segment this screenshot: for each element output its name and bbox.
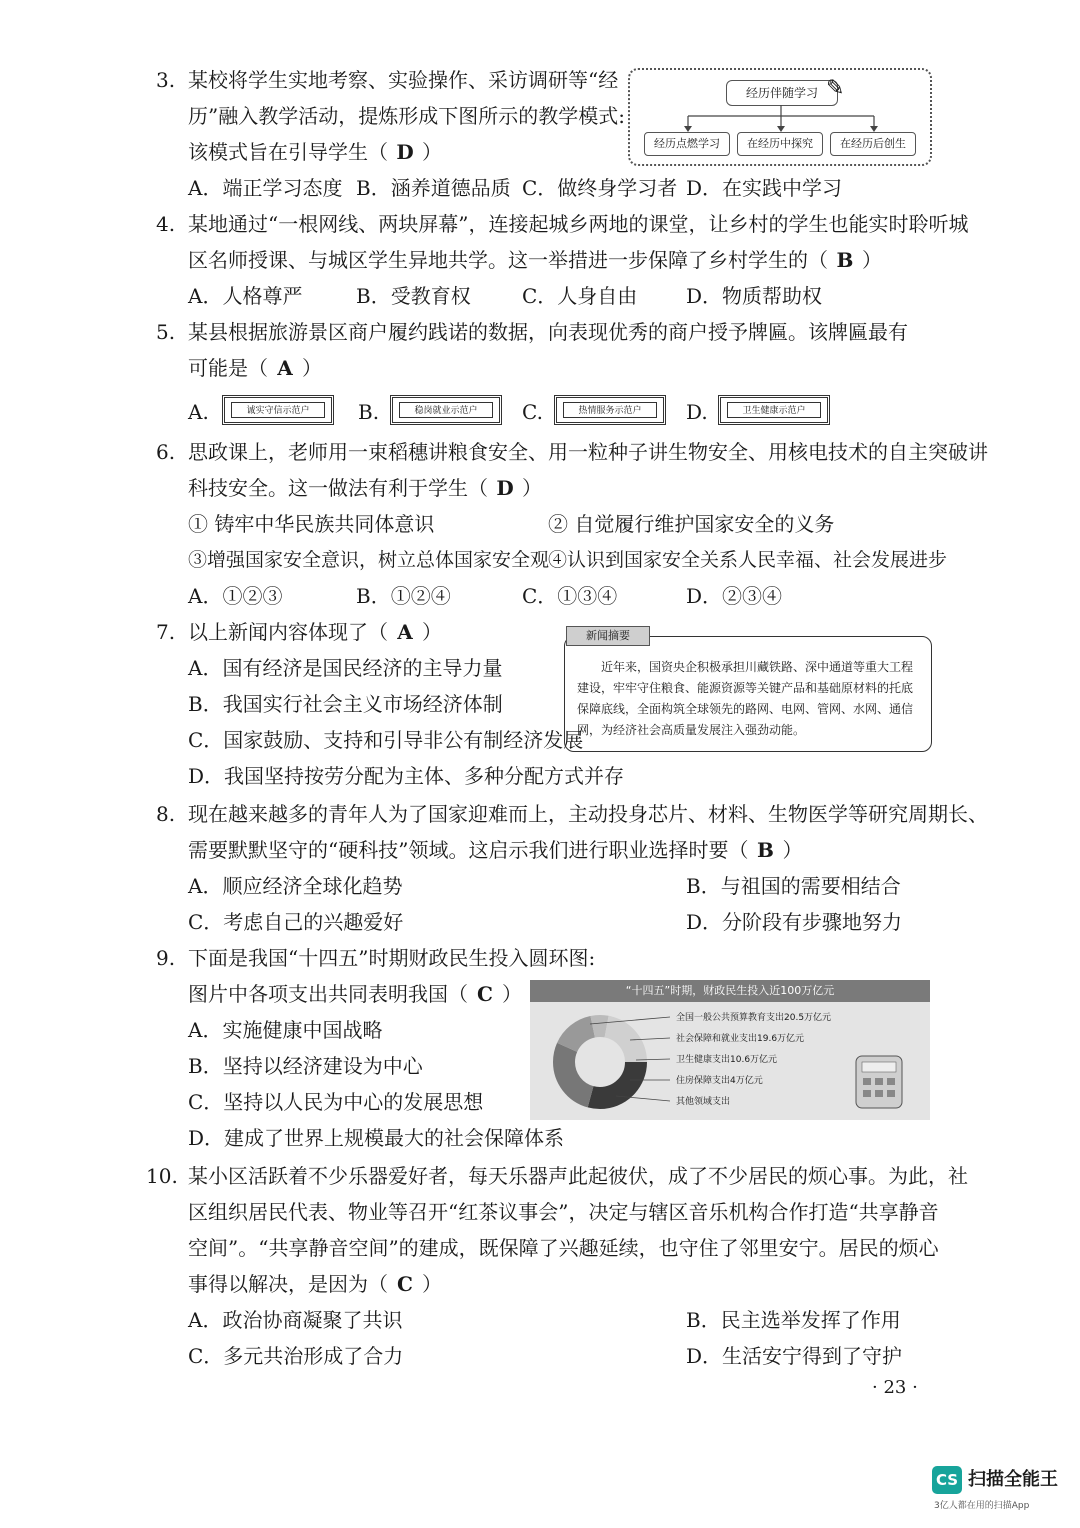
q5-number: 5. — [156, 320, 176, 344]
q4-stem-line1: 某地通过“一根网线、两块屏幕”，连接起城乡两地的课堂，让乡村的学生也能实时聆听城 — [188, 212, 969, 236]
q10-option-c: C．多元共治形成了合力 — [188, 1344, 404, 1368]
pencil-icon: ✎ — [826, 76, 845, 101]
q6-option-c: C．①③④ — [522, 584, 618, 608]
q5-plaque-c: 热情服务示范户 — [554, 395, 666, 425]
q5-stem-line2: 可能是（ A ） — [188, 356, 322, 380]
q6-option-a: A．①②③ — [188, 584, 283, 608]
q8-option-d: D．分阶段有步骤地努力 — [686, 910, 903, 934]
q3-stem-line2: 历”融入教学活动，提炼形成下图所示的教学模式: — [188, 104, 625, 128]
q8-stem-line2: 需要默默坚守的“硬科技”领域。这启示我们进行职业选择时要（ B ） — [188, 838, 803, 862]
q5-option-a-letter: A. — [188, 400, 209, 424]
q8-option-a: A．顺应经济全球化趋势 — [188, 874, 403, 898]
q7-option-a: A．国有经济是国民经济的主导力量 — [188, 656, 503, 680]
q7-answer: A — [397, 620, 413, 644]
q5-option-d-letter: D. — [686, 400, 708, 424]
camscanner-name: 扫描全能王 — [968, 1469, 1058, 1490]
q3-number: 3. — [156, 68, 176, 92]
q5-plaque-a: 诚实守信示范户 — [222, 395, 334, 425]
q10-stem-line1: 某小区活跃着不少乐器爱好者，每天乐器声此起彼伏，成了不少居民的烦心事。为此，社 — [188, 1164, 968, 1188]
q9-label-2: 社会保障和就业支出19.6万亿元 — [676, 1034, 805, 1044]
q3-diagram-sub-2: 在经历中探究 — [737, 132, 823, 156]
q9-option-c: C．坚持以人民为中心的发展思想 — [188, 1090, 484, 1114]
q4-option-b: B．受教育权 — [356, 284, 471, 308]
q5-option-c-letter: C. — [522, 400, 543, 424]
q10-option-a: A．政治协商凝聚了共识 — [188, 1308, 403, 1332]
q4-stem-line2: 区名师授课、与城区学生异地共学。这一举措进一步保障了乡村学生的（ B ） — [188, 248, 882, 272]
q5-answer: A — [277, 356, 293, 380]
q9-stem-line1: 下面是我国“十四五”时期财政民生投入圆环图: — [188, 946, 596, 970]
q9-figure-title: “十四五”时期，财政民生投入近100万亿元 — [530, 980, 930, 1002]
q4-option-c: C．人身自由 — [522, 284, 638, 308]
q3-diagram — [628, 68, 932, 166]
q4-answer: B — [836, 248, 854, 272]
q6-stem-line2: 科技安全。这一做法有利于学生（ D ） — [188, 476, 542, 500]
q7-stem-line1: 以上新闻内容体现了（ A ） — [188, 620, 442, 644]
q9-stem-line2: 图片中各项支出共同表明我国（ C ） — [188, 982, 522, 1006]
q3-stem-line1: 某校将学生实地考察、实验操作、采访调研等“经 — [188, 68, 619, 92]
q9-label-5: 其他领域支出 — [676, 1097, 731, 1107]
page-number: · 23 · — [872, 1377, 918, 1398]
q4-number: 4. — [156, 212, 176, 236]
q9-number: 9. — [156, 946, 176, 970]
q3-option-d: D．在实践中学习 — [686, 176, 843, 200]
q9-label-4: 住房保障支出4万亿元 — [676, 1076, 763, 1086]
q6-statement-1: ① 铸牢中华民族共同体意识 — [188, 512, 435, 536]
q5-option-b-letter: B. — [358, 400, 380, 424]
q9-answer: C — [477, 982, 493, 1006]
q10-stem-line2: 区组织居民代表、物业等召开“红茶议事会”，决定与辖区音乐机构合作打造“共享静音 — [188, 1200, 939, 1224]
q6-option-d: D．②③④ — [686, 584, 783, 608]
q9-donut-figure — [530, 980, 930, 1120]
q4-option-d: D．物质帮助权 — [686, 284, 823, 308]
camscanner-tagline: 3亿人都在用的扫描App — [934, 1501, 1030, 1511]
q7-number: 7. — [156, 620, 176, 644]
q5-plaque-d: 卫生健康示范户 — [718, 395, 830, 425]
q6-statement-2: ② 自觉履行维护国家安全的义务 — [548, 512, 835, 536]
q5-plaque-b: 稳岗就业示范户 — [390, 395, 502, 425]
q8-number: 8. — [156, 802, 176, 826]
q8-option-c: C．考虑自己的兴趣爱好 — [188, 910, 404, 934]
q6-number: 6. — [156, 440, 176, 464]
q10-option-d: D．生活安宁得到了守护 — [686, 1344, 903, 1368]
q9-label-1: 全国一般公共预算教育支出20.5万亿元 — [676, 1013, 832, 1023]
q7-news-tag: 新闻摘要 — [566, 626, 650, 646]
q3-diagram-top: 经历伴随学习 — [726, 80, 838, 106]
q3-option-a: A．端正学习态度 — [188, 176, 343, 200]
q9-label-3: 卫生健康支出10.6万亿元 — [676, 1055, 778, 1065]
q10-stem-line3: 空间”。“共享静音空间”的建成，既保障了兴趣延续，也守住了邻里安宁。居民的烦心 — [188, 1236, 939, 1260]
q7-option-b: B．我国实行社会主义市场经济体制 — [188, 692, 503, 716]
q3-option-c: C．做终身学习者 — [522, 176, 678, 200]
q4-option-a: A．人格尊严 — [188, 284, 303, 308]
q3-answer: D — [396, 140, 414, 164]
q6-statement-4: ④认识到国家安全关系人民幸福、社会发展进步 — [548, 549, 948, 571]
q3-option-b: B．涵养道德品质 — [356, 176, 511, 200]
q7-option-d: D．我国坚持按劳分配为主体、多种分配方式并存 — [188, 764, 625, 788]
q10-option-b: B．民主选举发挥了作用 — [686, 1308, 901, 1332]
q6-answer: D — [496, 476, 514, 500]
q8-stem-line1: 现在越来越多的青年人为了国家迎难而上，主动投身芯片、材料、生物医学等研究周期长、 — [188, 802, 988, 826]
q7-news-text: 近年来，国资央企积极承担川藏铁路、深中通道等重大工程建设，牢牢守住粮食、能源资源等关键产品和基础原材料的托底保障底线，全面构筑全球领先的路网、电网、管网、水网、通信网，为经济社会高质量发展注入强劲动能。 — [577, 660, 914, 737]
q5-stem-line1: 某县根据旅游景区商户履约践诺的数据，向表现优秀的商户授予牌匾。该牌匾最有 — [188, 320, 908, 344]
q9-option-b: B．坚持以经济建设为中心 — [188, 1054, 423, 1078]
q7-option-c: C．国家鼓励、支持和引导非公有制经济发展 — [188, 728, 584, 752]
q8-answer: B — [757, 838, 774, 862]
q10-number: 10. — [146, 1164, 178, 1188]
q10-stem-line4: 事得以解决，是因为（ C ） — [188, 1272, 442, 1296]
q3-stem-line3: 该模式旨在引导学生（ D ） — [188, 140, 442, 164]
q9-option-a: A．实施健康中国战略 — [188, 1018, 383, 1042]
q6-stem-line1: 思政课上，老师用一束稻穗讲粮食安全、用一粒种子讲生物安全、用核电技术的自主突破讲 — [188, 440, 988, 464]
q3-diagram-sub-1: 经历点燃学习 — [644, 132, 730, 156]
q9-option-d: D．建成了世界上规模最大的社会保障体系 — [188, 1126, 565, 1150]
q6-option-b: B．①②④ — [356, 584, 451, 608]
camscanner-logo-icon: CS — [932, 1466, 962, 1494]
q10-answer: C — [397, 1272, 413, 1296]
q7-news-box — [564, 636, 932, 752]
q6-statement-3: ③增强国家安全意识，树立总体国家安全观 — [188, 549, 550, 571]
q3-diagram-sub-3: 在经历后创生 — [830, 132, 916, 156]
q8-option-b: B．与祖国的需要相结合 — [686, 874, 901, 898]
